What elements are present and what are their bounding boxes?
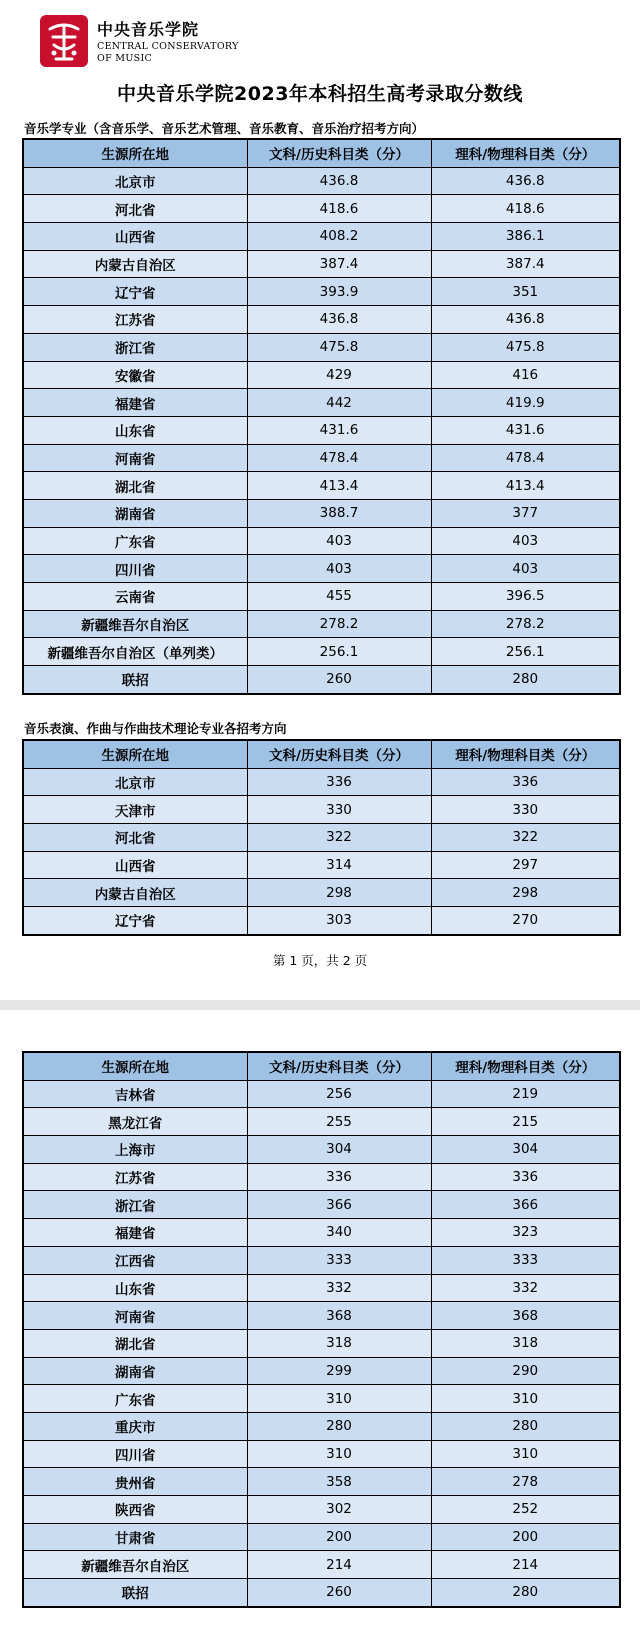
liberal-arts-score-cell: 418.6 xyxy=(247,195,431,223)
science-score-cell: 215 xyxy=(431,1108,620,1136)
table-row xyxy=(23,610,620,638)
science-score-cell: 377 xyxy=(431,499,620,527)
liberal-arts-score-cell: 413.4 xyxy=(247,472,431,500)
liberal-arts-score-cell: 340 xyxy=(247,1219,431,1247)
science-score-cell: 330 xyxy=(431,796,620,824)
science-score-cell: 252 xyxy=(431,1496,620,1524)
region-cell: 重庆市 xyxy=(23,1412,247,1440)
liberal-arts-score-cell: 393.9 xyxy=(247,278,431,306)
liberal-arts-score-cell: 436.8 xyxy=(247,306,431,334)
table-row xyxy=(23,907,620,935)
science-score-cell: 270 xyxy=(431,907,620,935)
science-score-cell: 478.4 xyxy=(431,444,620,472)
science-score-cell: 386.1 xyxy=(431,223,620,251)
table-row xyxy=(23,1496,620,1524)
table-row xyxy=(23,361,620,389)
table-row xyxy=(23,1191,620,1219)
table-row xyxy=(23,527,620,555)
science-score-cell: 290 xyxy=(431,1357,620,1385)
logo-english-line1: CENTRAL CONSERVATORY xyxy=(97,41,239,52)
liberal-arts-score-cell: 303 xyxy=(247,907,431,935)
table-row xyxy=(23,472,620,500)
science-score-cell: 336 xyxy=(431,1163,620,1191)
header-region: 生源所在地 xyxy=(23,139,247,167)
region-cell: 上海市 xyxy=(23,1136,247,1164)
region-cell: 山东省 xyxy=(23,1274,247,1302)
table-header-row xyxy=(23,1052,620,1080)
liberal-arts-score-cell: 455 xyxy=(247,583,431,611)
liberal-arts-score-cell: 318 xyxy=(247,1329,431,1357)
science-score-cell: 310 xyxy=(431,1385,620,1413)
page-footer: 第 1 页，共 2 页 xyxy=(272,953,368,968)
region-cell: 江苏省 xyxy=(23,306,247,334)
science-score-cell: 310 xyxy=(431,1440,620,1468)
liberal-arts-score-cell: 336 xyxy=(247,1163,431,1191)
science-score-cell: 318 xyxy=(431,1329,620,1357)
table-row xyxy=(23,1523,620,1551)
score-table-performance xyxy=(22,739,621,936)
science-score-cell: 368 xyxy=(431,1302,620,1330)
region-cell: 北京市 xyxy=(23,768,247,796)
science-score-cell: 200 xyxy=(431,1523,620,1551)
science-score-cell: 336 xyxy=(431,768,620,796)
liberal-arts-score-cell: 322 xyxy=(247,824,431,852)
science-score-cell: 387.4 xyxy=(431,250,620,278)
section-heading-performance: 音乐表演、作曲与作曲技术理论专业各招考方向 xyxy=(24,721,287,736)
page-separator xyxy=(0,1000,640,1010)
region-cell: 湖北省 xyxy=(23,472,247,500)
table-row xyxy=(23,1579,620,1607)
region-cell: 新疆维吾尔自治区 xyxy=(23,610,247,638)
table-row xyxy=(23,824,620,852)
region-cell: 甘肃省 xyxy=(23,1523,247,1551)
header-region: 生源所在地 xyxy=(23,740,247,768)
table-row xyxy=(23,1468,620,1496)
science-score-cell: 256.1 xyxy=(431,638,620,666)
region-cell: 山西省 xyxy=(23,223,247,251)
score-table-performance-continued xyxy=(22,1051,621,1608)
table-row xyxy=(23,1246,620,1274)
liberal-arts-score-cell: 260 xyxy=(247,666,431,694)
conservatory-emblem-icon xyxy=(40,15,88,67)
region-cell: 浙江省 xyxy=(23,1191,247,1219)
header-science-score: 理科/物理科目类（分） xyxy=(431,1052,620,1080)
liberal-arts-score-cell: 429 xyxy=(247,361,431,389)
region-cell: 福建省 xyxy=(23,1219,247,1247)
liberal-arts-score-cell: 256.1 xyxy=(247,638,431,666)
document-page-2 xyxy=(0,1010,640,1645)
region-cell: 陕西省 xyxy=(23,1496,247,1524)
table-row xyxy=(23,333,620,361)
region-cell: 湖南省 xyxy=(23,1357,247,1385)
liberal-arts-score-cell: 408.2 xyxy=(247,223,431,251)
science-score-cell: 333 xyxy=(431,1246,620,1274)
science-score-cell: 366 xyxy=(431,1191,620,1219)
liberal-arts-score-cell: 302 xyxy=(247,1496,431,1524)
science-score-cell: 304 xyxy=(431,1136,620,1164)
table-row xyxy=(23,195,620,223)
region-cell: 江西省 xyxy=(23,1246,247,1274)
liberal-arts-score-cell: 388.7 xyxy=(247,499,431,527)
header-liberal-arts-score: 文科/历史科目类（分） xyxy=(247,1052,431,1080)
science-score-cell: 298 xyxy=(431,879,620,907)
logo-english-line2: OF MUSIC xyxy=(97,53,153,64)
region-cell: 内蒙古自治区 xyxy=(23,250,247,278)
table-row xyxy=(23,1163,620,1191)
table-row xyxy=(23,851,620,879)
region-cell: 广东省 xyxy=(23,1385,247,1413)
liberal-arts-score-cell: 436.8 xyxy=(247,167,431,195)
science-score-cell: 419.9 xyxy=(431,389,620,417)
region-cell: 北京市 xyxy=(23,167,247,195)
science-score-cell: 418.6 xyxy=(431,195,620,223)
science-score-cell: 436.8 xyxy=(431,306,620,334)
science-score-cell: 219 xyxy=(431,1080,620,1108)
logo-chinese-name: 中央音乐学院 xyxy=(97,20,200,39)
region-cell: 广东省 xyxy=(23,527,247,555)
region-cell: 辽宁省 xyxy=(23,907,247,935)
liberal-arts-score-cell: 478.4 xyxy=(247,444,431,472)
liberal-arts-score-cell: 387.4 xyxy=(247,250,431,278)
table-row xyxy=(23,1385,620,1413)
liberal-arts-score-cell: 403 xyxy=(247,527,431,555)
table-row xyxy=(23,768,620,796)
region-cell: 四川省 xyxy=(23,1440,247,1468)
table-row xyxy=(23,1136,620,1164)
region-cell: 江苏省 xyxy=(23,1163,247,1191)
table-row xyxy=(23,1274,620,1302)
science-score-cell: 297 xyxy=(431,851,620,879)
science-score-cell: 413.4 xyxy=(431,472,620,500)
table-row xyxy=(23,666,620,694)
header-region: 生源所在地 xyxy=(23,1052,247,1080)
science-score-cell: 436.8 xyxy=(431,167,620,195)
liberal-arts-score-cell: 333 xyxy=(247,1246,431,1274)
table-row xyxy=(23,638,620,666)
table-header-row xyxy=(23,139,620,167)
table-row xyxy=(23,1080,620,1108)
science-score-cell: 278 xyxy=(431,1468,620,1496)
liberal-arts-score-cell: 368 xyxy=(247,1302,431,1330)
region-cell: 安徽省 xyxy=(23,361,247,389)
table-row xyxy=(23,555,620,583)
region-cell: 天津市 xyxy=(23,796,247,824)
region-cell: 内蒙古自治区 xyxy=(23,879,247,907)
science-score-cell: 403 xyxy=(431,555,620,583)
region-cell: 云南省 xyxy=(23,583,247,611)
liberal-arts-score-cell: 200 xyxy=(247,1523,431,1551)
region-cell: 黑龙江省 xyxy=(23,1108,247,1136)
region-cell: 河北省 xyxy=(23,195,247,223)
header-science-score: 理科/物理科目类（分） xyxy=(431,740,620,768)
region-cell: 湖南省 xyxy=(23,499,247,527)
liberal-arts-score-cell: 358 xyxy=(247,1468,431,1496)
liberal-arts-score-cell: 442 xyxy=(247,389,431,417)
table-row xyxy=(23,306,620,334)
liberal-arts-score-cell: 310 xyxy=(247,1385,431,1413)
liberal-arts-score-cell: 299 xyxy=(247,1357,431,1385)
science-score-cell: 403 xyxy=(431,527,620,555)
region-cell: 新疆维吾尔自治区（单列类） xyxy=(23,638,247,666)
liberal-arts-score-cell: 310 xyxy=(247,1440,431,1468)
science-score-cell: 280 xyxy=(431,1579,620,1607)
liberal-arts-score-cell: 403 xyxy=(247,555,431,583)
table-row xyxy=(23,250,620,278)
region-cell: 福建省 xyxy=(23,389,247,417)
table-row xyxy=(23,1302,620,1330)
science-score-cell: 280 xyxy=(431,666,620,694)
science-score-cell: 323 xyxy=(431,1219,620,1247)
liberal-arts-score-cell: 280 xyxy=(247,1412,431,1440)
science-score-cell: 431.6 xyxy=(431,416,620,444)
liberal-arts-score-cell: 330 xyxy=(247,796,431,824)
science-score-cell: 332 xyxy=(431,1274,620,1302)
science-score-cell: 351 xyxy=(431,278,620,306)
liberal-arts-score-cell: 278.2 xyxy=(247,610,431,638)
science-score-cell: 280 xyxy=(431,1412,620,1440)
science-score-cell: 322 xyxy=(431,824,620,852)
liberal-arts-score-cell: 214 xyxy=(247,1551,431,1579)
section-heading-musicology: 音乐学专业（含音乐学、音乐艺术管理、音乐教育、音乐治疗招考方向） xyxy=(24,121,425,136)
region-cell: 吉林省 xyxy=(23,1080,247,1108)
liberal-arts-score-cell: 260 xyxy=(247,1579,431,1607)
header-science-score: 理科/物理科目类（分） xyxy=(431,139,620,167)
table-row xyxy=(23,1412,620,1440)
liberal-arts-score-cell: 475.8 xyxy=(247,333,431,361)
region-cell: 山东省 xyxy=(23,416,247,444)
header-liberal-arts-score: 文科/历史科目类（分） xyxy=(247,740,431,768)
region-cell: 联招 xyxy=(23,666,247,694)
region-cell: 河南省 xyxy=(23,1302,247,1330)
table-row xyxy=(23,1440,620,1468)
table-row xyxy=(23,444,620,472)
region-cell: 贵州省 xyxy=(23,1468,247,1496)
liberal-arts-score-cell: 332 xyxy=(247,1274,431,1302)
table-row xyxy=(23,1551,620,1579)
liberal-arts-score-cell: 336 xyxy=(247,768,431,796)
table-header-row xyxy=(23,740,620,768)
science-score-cell: 214 xyxy=(431,1551,620,1579)
liberal-arts-score-cell: 298 xyxy=(247,879,431,907)
header-liberal-arts-score: 文科/历史科目类（分） xyxy=(247,139,431,167)
region-cell: 联招 xyxy=(23,1579,247,1607)
science-score-cell: 278.2 xyxy=(431,610,620,638)
table-row xyxy=(23,879,620,907)
liberal-arts-score-cell: 314 xyxy=(247,851,431,879)
table-row xyxy=(23,1108,620,1136)
region-cell: 新疆维吾尔自治区 xyxy=(23,1551,247,1579)
document-title: 中央音乐学院2023年本科招生高考录取分数线 xyxy=(117,83,523,105)
score-table-musicology xyxy=(22,138,621,695)
science-score-cell: 396.5 xyxy=(431,583,620,611)
table-row xyxy=(23,1329,620,1357)
liberal-arts-score-cell: 304 xyxy=(247,1136,431,1164)
liberal-arts-score-cell: 255 xyxy=(247,1108,431,1136)
region-cell: 河南省 xyxy=(23,444,247,472)
table-row xyxy=(23,167,620,195)
science-score-cell: 416 xyxy=(431,361,620,389)
table-row xyxy=(23,389,620,417)
table-row xyxy=(23,1357,620,1385)
region-cell: 浙江省 xyxy=(23,333,247,361)
table-row xyxy=(23,416,620,444)
table-row xyxy=(23,499,620,527)
table-row xyxy=(23,278,620,306)
table-row xyxy=(23,583,620,611)
region-cell: 湖北省 xyxy=(23,1329,247,1357)
liberal-arts-score-cell: 256 xyxy=(247,1080,431,1108)
liberal-arts-score-cell: 366 xyxy=(247,1191,431,1219)
region-cell: 河北省 xyxy=(23,824,247,852)
liberal-arts-score-cell: 431.6 xyxy=(247,416,431,444)
table-row xyxy=(23,223,620,251)
table-row xyxy=(23,1219,620,1247)
region-cell: 辽宁省 xyxy=(23,278,247,306)
region-cell: 四川省 xyxy=(23,555,247,583)
table-row xyxy=(23,796,620,824)
region-cell: 山西省 xyxy=(23,851,247,879)
science-score-cell: 475.8 xyxy=(431,333,620,361)
